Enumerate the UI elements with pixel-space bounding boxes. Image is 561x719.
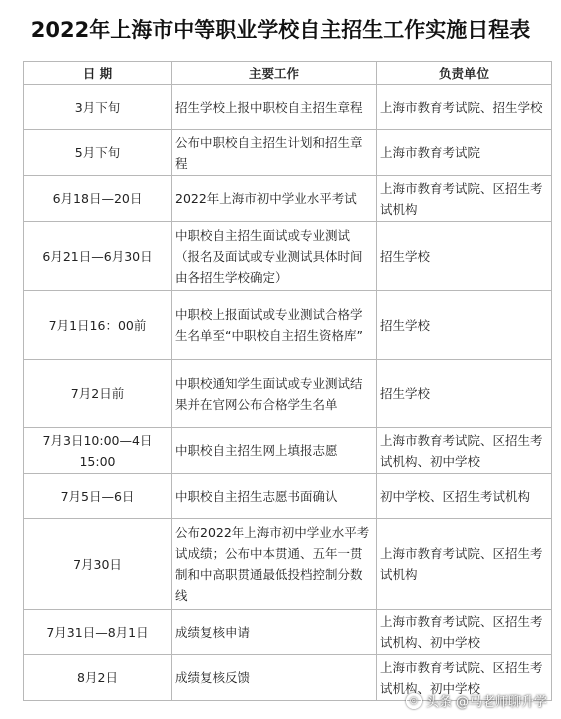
cell-date: 5月下旬 <box>24 130 172 176</box>
cell-unit: 初中学校、区招生考试机构 <box>377 474 552 519</box>
cell-unit: 招生学校 <box>377 291 552 360</box>
cell-date: 6月21日—6月30日 <box>24 222 172 291</box>
table-header-row <box>24 62 552 85</box>
cell-work: 公布中职校自主招生计划和招生章程 <box>172 130 377 176</box>
cell-date: 7月3日10:00—4日15:00 <box>24 428 172 474</box>
header-work: 主要工作 <box>172 62 377 85</box>
cell-unit: 上海市教育考试院、区招生考试机构、初中学校 <box>377 428 552 474</box>
table-row <box>24 85 552 130</box>
cell-unit: 上海市教育考试院、区招生考试机构 <box>377 176 552 222</box>
cell-unit: 上海市教育考试院、招生学校 <box>377 85 552 130</box>
cell-unit: 上海市教育考试院、区招生考试机构、初中学校 <box>377 655 552 701</box>
cell-unit: 招生学校 <box>377 222 552 291</box>
cell-date: 7月5日—6日 <box>24 474 172 519</box>
cell-unit: 上海市教育考试院、区招生考试机构、初中学校 <box>377 610 552 655</box>
table-row <box>24 360 552 428</box>
table-row <box>24 428 552 474</box>
page-title: 2022年上海市中等职业学校自主招生工作实施日程表 <box>30 18 531 42</box>
table-row <box>24 222 552 291</box>
cell-date: 6月18日—20日 <box>24 176 172 222</box>
cell-date: 8月2日 <box>24 655 172 701</box>
cell-work: 中职校自主招生网上填报志愿 <box>172 428 377 474</box>
header-unit: 负责单位 <box>377 62 552 85</box>
cell-date: 7月30日 <box>24 519 172 610</box>
table-row <box>24 130 552 176</box>
cell-date: 7月2日前 <box>24 360 172 428</box>
table-row <box>24 610 552 655</box>
cell-unit: 上海市教育考试院、区招生考试机构 <box>377 519 552 610</box>
cell-work: 2022年上海市初中学业水平考试 <box>172 176 377 222</box>
table-row <box>24 176 552 222</box>
watermark <box>406 691 547 710</box>
schedule-table <box>23 61 552 701</box>
toutiao-logo-icon: ◎ <box>406 693 422 709</box>
cell-work: 中职校通知学生面试或专业测试结果并在官网公布合格学生名单 <box>172 360 377 428</box>
cell-date: 3月下旬 <box>24 85 172 130</box>
cell-work: 成绩复核申请 <box>172 610 377 655</box>
cell-unit: 招生学校 <box>377 360 552 428</box>
cell-unit: 上海市教育考试院 <box>377 130 552 176</box>
cell-work: 招生学校上报中职校自主招生章程 <box>172 85 377 130</box>
cell-work: 中职校自主招生面试或专业测试（报名及面试或专业测试具体时间由各招生学校确定） <box>172 222 377 291</box>
header-date: 日 期 <box>24 62 172 85</box>
watermark-text: 头条 @马老师聊升学 <box>425 695 547 710</box>
cell-work: 中职校上报面试或专业测试合格学生名单至“中职校自主招生资格库” <box>172 291 377 360</box>
cell-date: 7月1日16：00前 <box>24 291 172 360</box>
cell-work: 公布2022年上海市初中学业水平考试成绩；公布中本贯通、五年一贯制和中高职贯通最低投档控制分数线 <box>172 519 377 610</box>
cell-date: 7月31日—8月1日 <box>24 610 172 655</box>
cell-work: 中职校自主招生志愿书面确认 <box>172 474 377 519</box>
cell-work: 成绩复核反馈 <box>172 655 377 701</box>
table-row <box>24 474 552 519</box>
table-row <box>24 519 552 610</box>
table-row <box>24 291 552 360</box>
